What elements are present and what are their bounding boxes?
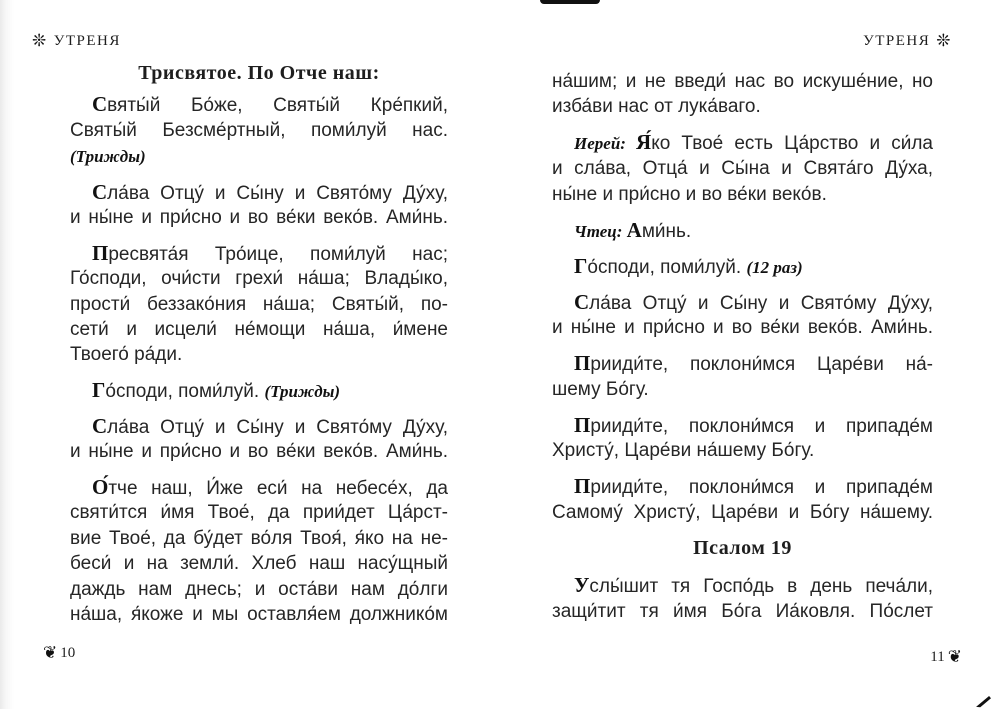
text-run: ны́не и при́сно и во ве́ки веко́в.	[552, 184, 827, 205]
text-run: ла́ва Отцу́ и Сы́ну и Свято́му Ду́ху,	[589, 293, 933, 314]
text-line	[574, 413, 933, 438]
drop-initial: У	[574, 573, 590, 597]
running-head-left	[32, 31, 121, 51]
text-run: Христу́, Царе́ви на́шему Бо́гу.	[552, 440, 815, 461]
drop-initial: О́	[92, 475, 109, 499]
text-run: рииди́те, поклони́мся Царе́ви на́-	[590, 354, 933, 375]
text-line	[70, 602, 448, 627]
drop-initial: С	[92, 180, 108, 204]
text-run: шему Бо́гу.	[552, 379, 649, 400]
text-run: ко Твое́ есть Ца́рство и си́ла	[651, 133, 933, 154]
drop-initial: П	[574, 474, 591, 498]
text-line	[574, 351, 933, 376]
book-corner-mark	[540, 0, 600, 4]
text-run: о́споди, поми́луй.	[587, 257, 747, 278]
rubric-text: Иерей:	[574, 134, 637, 153]
text-run: слы́шит тя Госпо́дь в день печа́ли,	[589, 576, 933, 597]
text-run: Самому́ Христу́, Царе́ви и Бо́гу на́шему.	[552, 502, 933, 523]
text-line	[70, 526, 448, 551]
text-line	[552, 182, 933, 207]
drop-initial: А	[626, 218, 642, 242]
text-line	[70, 317, 448, 342]
left-page	[0, 0, 500, 709]
right-page	[500, 0, 1000, 709]
text-line	[92, 241, 448, 266]
page-number: 11	[930, 648, 945, 665]
text-line	[552, 599, 933, 624]
text-line	[552, 315, 933, 340]
page-number: 10	[60, 644, 76, 661]
text-run: о́споди, поми́луй.	[105, 381, 265, 402]
text-run: святи́тся и́мя Твое́, да прии́дет Ца́рст-	[70, 502, 448, 523]
text-line	[70, 118, 448, 143]
text-line	[574, 254, 933, 279]
text-run: Го́споди, очи́сти грехи́ на́ша; Влады́ко,	[70, 268, 448, 289]
leaf-ornament-icon: ❦	[43, 643, 58, 663]
rubric-text: (12 раз)	[746, 258, 803, 277]
drop-initial: С	[574, 290, 590, 314]
text-line	[574, 130, 933, 155]
text-line	[70, 205, 448, 230]
text-run: ла́ва Отцу́ и Сы́ну и Свято́му Ду́ху,	[107, 417, 448, 438]
text-line	[552, 94, 933, 119]
running-head-text: УТРЕНЯ	[863, 32, 931, 49]
drop-initial: П	[92, 241, 109, 265]
text-line	[70, 500, 448, 525]
text-line	[552, 156, 933, 181]
text-line	[574, 474, 933, 499]
text-line	[552, 69, 933, 94]
page-number-right	[930, 647, 962, 667]
running-head-right	[863, 31, 952, 51]
text-line	[92, 414, 448, 439]
text-line	[552, 377, 933, 402]
text-line	[574, 573, 933, 598]
leaf-ornament-icon: ❦	[947, 647, 962, 667]
rubric-text: (Трижды)	[264, 382, 341, 401]
rubric-text: Чтец:	[574, 222, 627, 241]
text-line	[70, 342, 448, 367]
section-title: Трисвятое. По Отче наш:	[138, 62, 380, 84]
text-line	[70, 266, 448, 291]
rubric-text: (Трижды)	[70, 147, 146, 166]
text-run: тче наш, И́же еси́ на небесе́х, да	[108, 478, 448, 499]
text-line	[70, 439, 448, 464]
text-run: и ны́не и при́сно и во ве́ки веко́в. Ами́нь.	[70, 441, 448, 462]
text-run: на́ша, я́коже и мы оставля́ем должнико́м	[70, 604, 448, 625]
text-line	[92, 92, 448, 117]
text-line	[552, 500, 933, 525]
text-run: изба́ви нас от лука́ваго.	[552, 96, 761, 117]
text-run: и ны́не и при́сно и во ве́ки веко́в. Ами́нь.	[70, 207, 448, 228]
text-line	[70, 144, 448, 169]
page-number-left	[43, 643, 75, 663]
text-run: и ны́не и при́сно и во ве́ки веко́в. Ами́нь.	[552, 317, 933, 338]
running-head-text: УТРЕНЯ	[53, 32, 121, 49]
text-line	[70, 551, 448, 576]
drop-initial: Я́	[636, 130, 652, 154]
text-run: ла́ва Отцу́ и Сы́ну и Свято́му Ду́ху,	[107, 183, 448, 204]
text-line	[92, 378, 448, 403]
snowflake-ornament-icon: ❊	[32, 31, 48, 51]
text-line	[70, 292, 448, 317]
drop-initial: П	[574, 413, 591, 437]
text-run: Твоего́ ра́ди.	[70, 344, 183, 365]
snowflake-ornament-icon: ❊	[936, 31, 952, 51]
text-line	[70, 577, 448, 602]
text-run: беси́ и на земли́. Хлеб наш насу́щный	[70, 553, 448, 574]
drop-initial: П	[574, 351, 591, 375]
drop-initial: С	[92, 92, 108, 116]
text-line	[574, 290, 933, 315]
text-line	[574, 218, 933, 243]
text-run: сети́ и исцели́ не́мощи на́ша, и́мене	[70, 319, 448, 340]
psalm-heading: Псалом 19	[693, 537, 792, 559]
text-run: даждь нам днесь; и оста́ви нам до́лги	[70, 579, 448, 600]
text-run: ми́нь.	[641, 221, 692, 242]
text-run: рииди́те, поклони́мся и припаде́м	[590, 416, 933, 437]
text-run: на́шим; и не введи́ нас во искуше́ние, но	[552, 71, 933, 92]
drop-initial: Г	[574, 254, 588, 278]
text-run: рииди́те, поклони́мся и припаде́м	[590, 477, 933, 498]
text-run: защи́тит тя и́мя Бо́га Иа́ковля. По́слет	[552, 601, 933, 622]
text-line	[92, 180, 448, 205]
text-run: прости́ беззако́ния на́ша; Святы́й, по-	[70, 294, 448, 315]
text-run: вяты́й Бо́же, Святы́й Кре́пкий,	[107, 95, 448, 116]
text-line	[552, 438, 933, 463]
text-run: Святы́й Безсме́ртный, поми́луй нас.	[70, 120, 448, 141]
text-run: и сла́ва, Отца́ и Сы́на и Свята́го Ду́ха,	[552, 158, 933, 179]
text-run: ресвята́я Тро́ице, поми́луй нас;	[108, 244, 448, 265]
drop-initial: Г	[92, 378, 106, 402]
drop-initial: С	[92, 414, 108, 438]
text-line	[92, 475, 448, 500]
text-run: вие Твое́, да бу́дет во́ля Твоя́, я́ко на не-	[70, 528, 448, 549]
